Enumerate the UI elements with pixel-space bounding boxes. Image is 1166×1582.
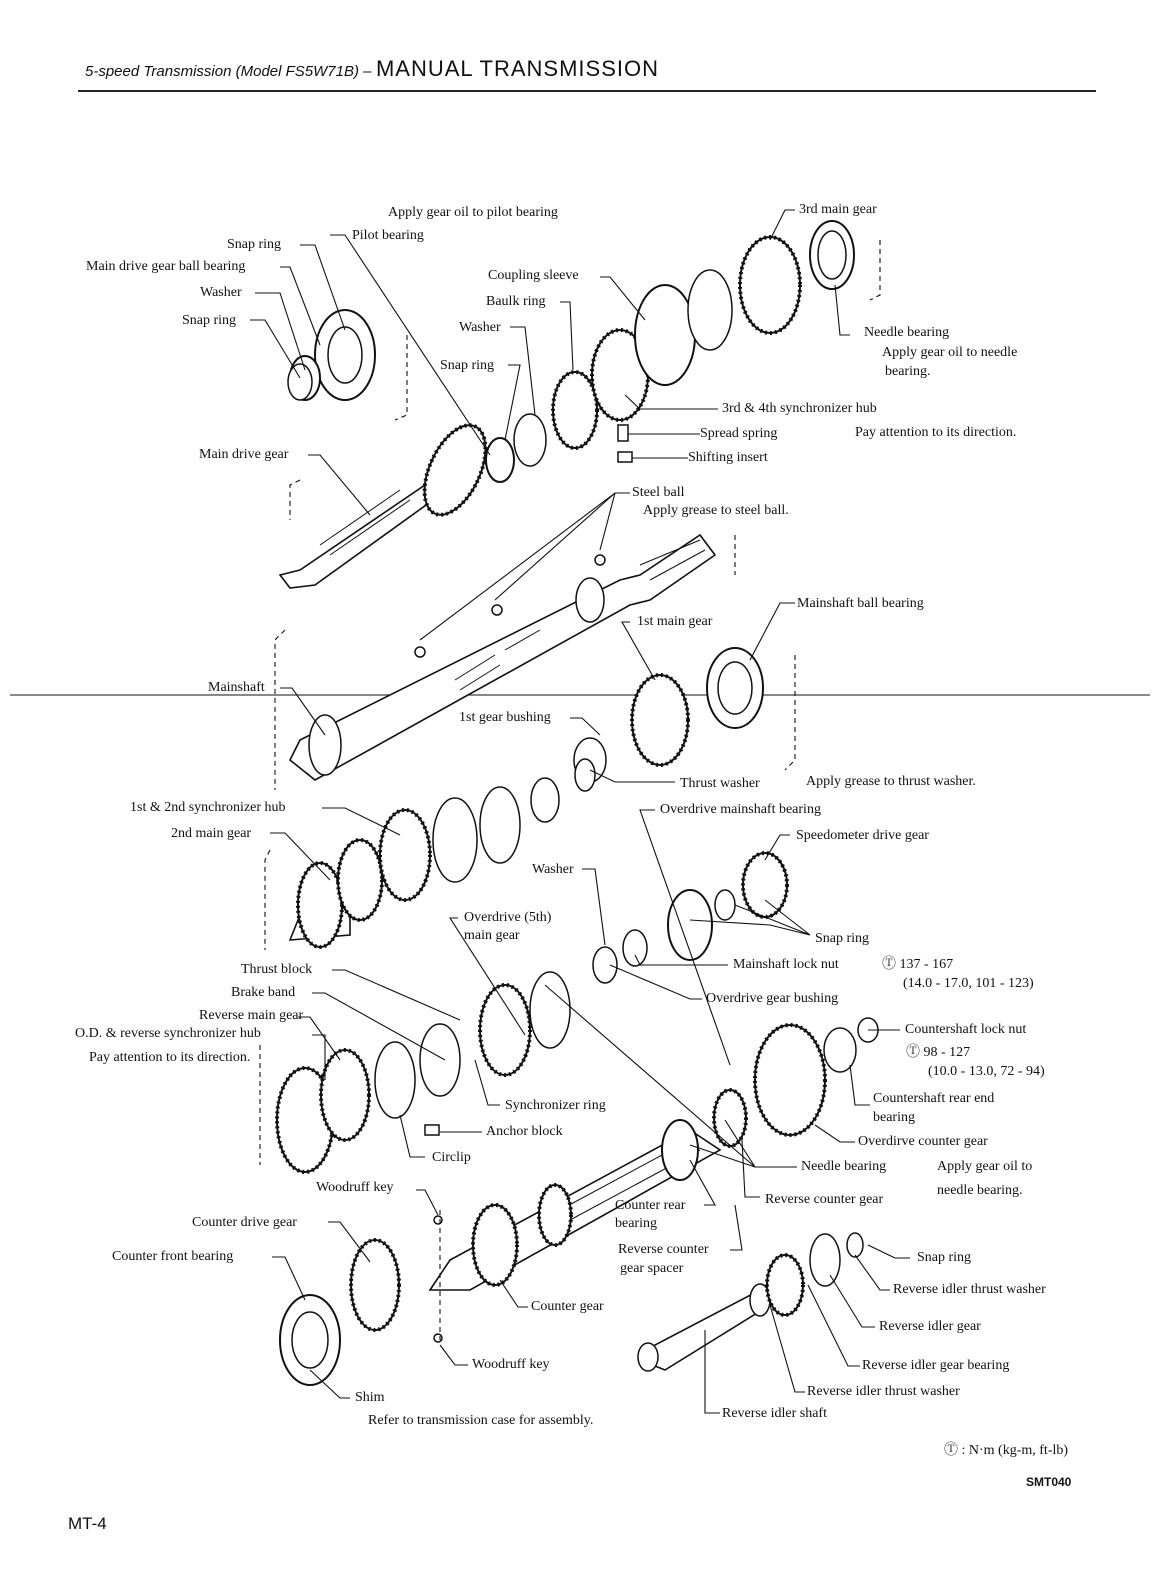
label-main-drive-gear-ball-bearing: Main drive gear ball bearing bbox=[86, 259, 246, 274]
label-countershaft-rear-end-cont: bearing bbox=[873, 1110, 915, 1125]
label-reverse-counter-gear-spacer-cont: gear spacer bbox=[620, 1261, 684, 1276]
torque-spec-1-units: (14.0 - 17.0, 101 - 123) bbox=[903, 976, 1034, 991]
label-snap-ring: Snap ring bbox=[227, 237, 282, 252]
label-counter-rear-bearing: Counter rear bbox=[615, 1198, 686, 1213]
torque-spec-2 bbox=[906, 1045, 970, 1061]
label-counter-rear-bearing-cont: bearing bbox=[615, 1216, 657, 1231]
label-reverse-idler-thrust-washer: Reverse idler thrust washer bbox=[807, 1384, 960, 1399]
label-washer: Washer bbox=[459, 320, 501, 335]
label-counter-gear: Counter gear bbox=[531, 1299, 604, 1314]
label-spread-spring: Spread spring bbox=[700, 426, 778, 441]
label-mainshaft-ball-bearing: Mainshaft ball bearing bbox=[797, 596, 924, 611]
label-counter-front-bearing: Counter front bearing bbox=[112, 1249, 234, 1264]
torque-value: 98 - 127 bbox=[923, 1045, 971, 1060]
label-needle-bearing: Needle bearing bbox=[801, 1159, 887, 1174]
label-reverse-counter-gear: Reverse counter gear bbox=[765, 1192, 884, 1207]
label-overdrive-gear-bushing: Overdrive gear bushing bbox=[706, 991, 839, 1006]
label-counter-drive-gear: Counter drive gear bbox=[192, 1215, 297, 1230]
label-woodruff-key: Woodruff key bbox=[472, 1357, 550, 1372]
label-overdrive-5th: Overdrive (5th) bbox=[464, 910, 552, 925]
label-synchro-hub-3-4: 3rd & 4th synchronizer hub bbox=[722, 401, 877, 416]
torque-icon: Ⓣ bbox=[944, 1443, 958, 1458]
label-circlip: Circlip bbox=[432, 1150, 471, 1165]
label-overdrive-counter-gear: Overdirve counter gear bbox=[858, 1134, 988, 1149]
label-refer-case: Refer to transmission case for assembly. bbox=[368, 1413, 594, 1428]
label-shim: Shim bbox=[355, 1390, 385, 1405]
label-snap-ring: Snap ring bbox=[815, 931, 870, 946]
label-second-main-gear: 2nd main gear bbox=[171, 826, 252, 841]
label-overdrive-5th-cont: main gear bbox=[464, 928, 520, 943]
label-speedometer-drive-gear: Speedometer drive gear bbox=[796, 828, 929, 843]
torque-value: 137 - 167 bbox=[899, 957, 954, 972]
ball-bearing-drawing bbox=[288, 310, 375, 400]
torque-legend bbox=[944, 1443, 1068, 1459]
label-apply-grease-thrust: Apply grease to thrust washer. bbox=[806, 774, 976, 789]
label-reverse-counter-gear-spacer: Reverse counter bbox=[618, 1242, 709, 1257]
synchronizer-3-4-drawing bbox=[486, 221, 854, 482]
label-snap-ring: Snap ring bbox=[440, 358, 495, 373]
label-reverse-idler-shaft: Reverse idler shaft bbox=[722, 1406, 827, 1421]
first-main-gear-drawing bbox=[574, 648, 763, 782]
label-reverse-idler-gear-bearing: Reverse idler gear bearing bbox=[862, 1358, 1010, 1373]
label-thrust-washer: Thrust washer bbox=[680, 776, 760, 791]
label-reverse-main-gear: Reverse main gear bbox=[199, 1008, 304, 1023]
label-countershaft-lock-nut: Countershaft lock nut bbox=[905, 1022, 1027, 1037]
label-synchronizer-ring: Synchronizer ring bbox=[505, 1098, 606, 1113]
figure-code: SMT040 bbox=[1026, 1475, 1072, 1489]
label-apply-oil-needle-cont: needle bearing. bbox=[937, 1183, 1023, 1198]
page-number: MT-4 bbox=[68, 1514, 107, 1533]
label-needle-bearing: Needle bearing bbox=[864, 325, 950, 340]
torque-spec-2-units: (10.0 - 13.0, 72 - 94) bbox=[928, 1064, 1045, 1079]
label-thrust-block: Thrust block bbox=[241, 962, 313, 977]
label-main-drive-gear: Main drive gear bbox=[199, 447, 289, 462]
label-coupling-sleeve: Coupling sleeve bbox=[488, 268, 579, 283]
label-shifting-insert: Shifting insert bbox=[688, 450, 768, 465]
torque-legend-text: : N·m (kg-m, ft-lb) bbox=[961, 1443, 1069, 1458]
label-anchor-block: Anchor block bbox=[486, 1124, 563, 1139]
label-washer: Washer bbox=[200, 285, 242, 300]
label-mainshaft-lock-nut: Mainshaft lock nut bbox=[733, 957, 839, 972]
label-apply-oil-needle-cont: bearing. bbox=[885, 364, 931, 379]
label-reverse-idler-thrust-washer: Reverse idler thrust washer bbox=[893, 1282, 1046, 1297]
label-pilot-bearing: Pilot bearing bbox=[352, 228, 424, 243]
label-brake-band: Brake band bbox=[231, 985, 296, 1000]
header-title: MANUAL TRANSMISSION bbox=[375, 56, 659, 81]
label-apply-oil-needle: Apply gear oil to bbox=[937, 1159, 1033, 1174]
label-washer: Washer bbox=[532, 862, 574, 877]
label-first-gear-bushing: 1st gear bushing bbox=[459, 710, 551, 725]
label-apply-oil-needle: Apply gear oil to needle bbox=[882, 345, 1018, 360]
label-steel-ball: Steel ball bbox=[632, 485, 685, 500]
torque-icon: Ⓣ bbox=[906, 1045, 920, 1060]
label-snap-ring: Snap ring bbox=[917, 1250, 972, 1265]
torque-spec-1 bbox=[882, 957, 953, 973]
label-pay-attention: Pay attention to its direction. bbox=[89, 1050, 251, 1065]
label-baulk-ring: Baulk ring bbox=[486, 294, 546, 309]
label-apply-grease-ball: Apply grease to steel ball. bbox=[643, 503, 789, 518]
main-drive-gear-drawing bbox=[280, 416, 498, 588]
label-first-main-gear: 1st main gear bbox=[637, 614, 713, 629]
label-countershaft-rear-end: Countershaft rear end bbox=[873, 1091, 995, 1106]
label-od-reverse-synchro-hub: O.D. & reverse synchronizer hub bbox=[75, 1026, 261, 1041]
label-reverse-idler-gear: Reverse idler gear bbox=[879, 1319, 981, 1334]
label-mainshaft: Mainshaft bbox=[208, 680, 265, 695]
label-snap-ring: Snap ring bbox=[182, 313, 237, 328]
label-apply-oil-pilot: Apply gear oil to pilot bearing bbox=[388, 205, 558, 220]
label-pay-attention: Pay attention to its direction. bbox=[855, 425, 1017, 440]
label-woodruff-key: Woodruff key bbox=[316, 1180, 394, 1195]
label-overdrive-mainshaft-bearing: Overdrive mainshaft bearing bbox=[660, 802, 821, 817]
label-synchro-hub-1-2: 1st & 2nd synchronizer hub bbox=[130, 800, 286, 815]
torque-icon: Ⓣ bbox=[882, 957, 896, 972]
header-subtitle: 5-speed Transmission (Model FS5W71B) – bbox=[85, 63, 372, 80]
label-third-main-gear: 3rd main gear bbox=[799, 202, 877, 217]
